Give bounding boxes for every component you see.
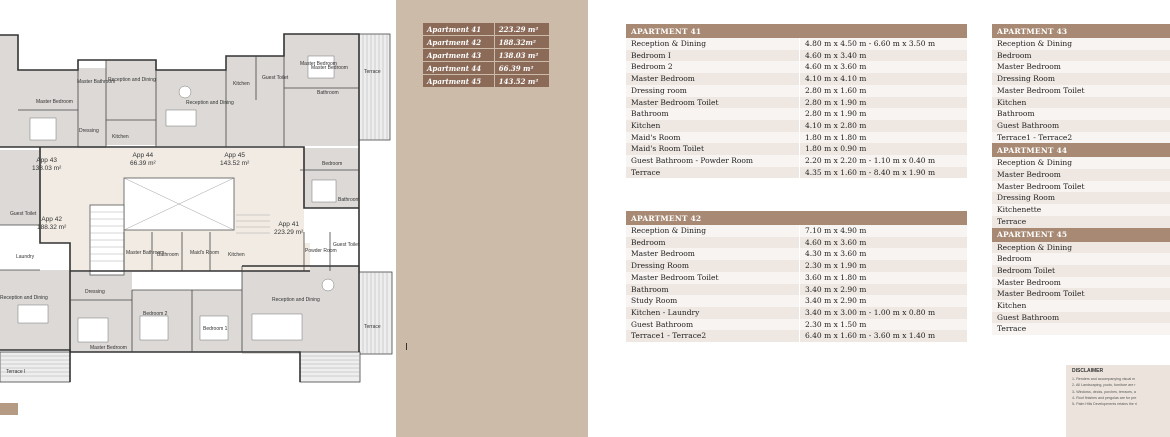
app-area: 223.29 m² [274,228,304,236]
room-name: Dressing Room [626,260,800,272]
room-size: 6.40 m x 1.60 m - 3.60 m x 1.40 m [800,330,968,342]
room-name: Guest Bathroom - Powder Room [626,155,800,167]
room-size: 3.60 m x 1.80 m [800,272,968,284]
room-name: Kitchenette [992,204,1170,216]
table-row [992,50,1170,62]
table-row [626,120,967,132]
room-size: 4.60 m x 3.60 m [800,61,968,73]
table-row [626,272,967,284]
summary-name: Apartment 43 [423,49,494,62]
disclaimer-line: 4- Roof finishes and pergolas are for pre [1072,395,1137,400]
room-label: Terrace I [6,369,26,375]
room-name: Bedroom Toilet [992,265,1170,277]
floor-plan [0,0,395,437]
summary-area: 143.52 m² [494,75,549,88]
room-size: 2.80 m x 1.90 m [800,108,968,120]
room-name: Dressing Room [992,192,1170,204]
room-label: Bathroom [317,90,339,96]
table-row [992,73,1170,85]
room-name: Master Bedroom Toilet [626,97,800,109]
room-size: 1.80 m x 1.80 m [800,132,968,144]
room-label: Bathroom [338,197,360,203]
room-label: Dressing [79,128,99,134]
room-label: Guest Toilet [333,242,360,248]
room-name: Guest Bathroom [992,120,1170,132]
table-row [992,277,1170,289]
table-row [992,108,1170,120]
apartment-label [274,221,303,237]
app-name: App 41 [278,221,299,228]
table-row [992,216,1170,228]
room-name: Guest Bathroom [626,319,800,331]
app-area: 188.32 m² [37,223,67,231]
room-size: 4.60 m x 3.60 m [800,237,968,249]
table-row [992,253,1170,265]
table-row [626,225,967,237]
apartments-43-45-table [992,24,1170,335]
table-row [992,85,1170,97]
room-name: Terrace [626,167,800,179]
room-label: Master Bathroom [77,79,116,85]
room-label: Master Bedroom [311,65,348,71]
room-name: Terrace [992,216,1170,228]
room-label: Guest Toilet [10,211,37,217]
apartment-label [32,157,61,173]
room-size: 7.10 m x 4.90 m [800,225,968,237]
room-label: Master Bedroom [90,345,127,351]
room-name: Master Bedroom [992,61,1170,73]
table-row [626,132,967,144]
room-name: Guest Bathroom [992,312,1170,324]
room-size: 2.80 m x 1.90 m [800,97,968,109]
table-row [626,330,967,342]
room-size: 2.80 m x 1.60 m [800,85,968,97]
disclaimer-box [1066,365,1170,437]
table-row [626,85,967,97]
table-row [626,295,967,307]
room-name: Terrace1 - Terrace2 [626,330,800,342]
apartment-41-title: APARTMENT 41 [626,24,967,38]
room-size: 4.60 m x 3.40 m [800,50,968,62]
room-label: Reception and Dining [186,100,234,106]
table-row [992,157,1170,169]
table-row [992,300,1170,312]
room-name: Bedroom [626,237,800,249]
room-label: Reception and Dining [272,297,320,303]
table-row [626,307,967,319]
room-size: 3.40 m x 3.00 m - 1.00 m x 0.80 m [800,307,968,319]
table-row [992,169,1170,181]
room-size: 4.10 m x 4.10 m [800,73,968,85]
room-name: Kitchen [626,120,800,132]
room-label: Master Bedroom [36,99,73,105]
room-label: Bedroom [322,161,343,167]
apartment-44-title: APARTMENT 44 [992,143,1170,157]
room-label: Laundry [16,254,35,260]
table-row [992,204,1170,216]
room-name: Reception & Dining [992,242,1170,254]
room-name: Dressing room [626,85,800,97]
room-name: Bedroom [992,50,1170,62]
apartment-label [220,152,249,168]
room-label: Reception and Dining [108,77,156,83]
room-name: Study Room [626,295,800,307]
room-name: Kitchen [992,300,1170,312]
apartment-41-table [626,24,967,178]
table-row [626,237,967,249]
room-size: 1.80 m x 0.90 m [800,143,968,155]
area-summary-table [423,23,549,88]
disclaimer-line: 3- Windows, decks, porches, terraces, a [1072,389,1136,394]
summary-row [423,49,549,62]
disclaimer-line: 2- All Landscaping, pools, furniture are r [1072,383,1136,388]
summary-name: Apartment 44 [423,62,494,75]
room-name: Dressing Room [992,73,1170,85]
summary-row [423,23,549,36]
room-label: Maid's Room [190,250,220,256]
room-label: Bedroom 1 [203,326,228,332]
table-row [992,38,1170,50]
room-name: Bathroom [626,284,800,296]
apartment-42-table [626,211,967,342]
summary-area: 223.29 m² [494,23,549,36]
table-row [992,97,1170,109]
table-row [626,61,967,73]
room-name: Bedroom 2 [626,61,800,73]
app-name: App 44 [132,152,154,159]
apartment-43-title: APARTMENT 43 [992,24,1170,38]
room-label: Master Bedroom [300,61,337,67]
room-size: 4.35 m x 1.60 m - 8.40 m x 1.90 m [800,167,968,179]
room-name: Reception & Dining [626,38,800,50]
summary-row [423,75,549,88]
room-name: Reception & Dining [626,225,800,237]
room-name: Master Bedroom [626,73,800,85]
room-name: Master Bedroom [626,248,800,260]
table-row [992,242,1170,254]
summary-row [423,62,549,75]
room-label: Master Bathroom [126,250,165,256]
app-area: 66.39 m² [130,159,156,167]
room-name: Terrace [992,323,1170,335]
summary-name: Apartment 45 [423,75,494,88]
room-name: Kitchen [992,97,1170,109]
table-row [626,97,967,109]
app-name: App 42 [41,216,62,223]
summary-area: 66.39 m² [494,62,549,75]
room-size: 4.80 m x 4.50 m - 6.60 m x 3.50 m [800,38,968,50]
room-name: Kitchen - Laundry [626,307,800,319]
room-name: Master Bedroom [992,277,1170,289]
apartment-label [130,152,156,168]
app-name: App 43 [36,157,57,164]
table-row [992,181,1170,193]
room-size: 3.40 m x 2.90 m [800,284,968,296]
table-row [992,132,1170,144]
room-size: 2.30 m x 1.50 m [800,319,968,331]
table-row [626,284,967,296]
room-label: Bedroom 2 [143,311,168,317]
room-label: Powder Room [305,248,337,254]
table-row [626,248,967,260]
room-size: 2.30 m x 1.90 m [800,260,968,272]
room-size: 4.10 m x 2.80 m [800,120,968,132]
room-label: Kitchen [228,252,245,258]
table-row [992,312,1170,324]
room-size: 3.40 m x 2.90 m [800,295,968,307]
room-name: Maid's Room Toilet [626,143,800,155]
table-row [626,155,967,167]
summary-name: Apartment 42 [423,36,494,49]
room-label: Terrace [364,324,381,330]
room-name: Maid's Room [626,132,800,144]
table-row [626,260,967,272]
table-row [992,323,1170,335]
table-row [626,38,967,50]
app-name: App 45 [224,152,245,159]
table-row [992,192,1170,204]
room-label: Kitchen [233,81,250,87]
apartment-label [37,216,66,232]
table-row [626,319,967,331]
table-row [992,120,1170,132]
apartment-45-title: APARTMENT 45 [992,228,1170,242]
summary-area: 138.03 m² [494,49,549,62]
disclaimer-title: DISCLAIMER [1072,368,1104,374]
room-name: Master Bedroom Toilet [626,272,800,284]
table-row [992,265,1170,277]
room-size: 2.20 m x 2.20 m - 1.10 m x 0.40 m [800,155,968,167]
summary-row [423,36,549,49]
app-area: 143.52 m² [220,159,250,167]
room-name: Master Bedroom Toilet [992,181,1170,193]
disclaimer-line: 1- Renders and accompanying visual m [1072,377,1136,381]
summary-band [396,0,588,437]
table-row [626,108,967,120]
room-label: Bathroom [157,252,179,258]
summary-name: Apartment 41 [423,23,494,36]
page-tick [406,343,407,350]
room-label: Terrace [364,69,381,75]
table-row [626,50,967,62]
table-row [992,288,1170,300]
room-name: Reception & Dining [992,157,1170,169]
apartment-42-title: APARTMENT 42 [626,211,967,225]
room-name: Reception & Dining [992,38,1170,50]
room-name: Master Bedroom [992,169,1170,181]
room-label: Kitchen [112,134,129,140]
room-label: Dressing [85,289,105,295]
app-area: 138.03 m² [32,164,62,172]
table-row [626,167,967,179]
room-label: Guest Toilet [262,75,289,81]
table-row [992,61,1170,73]
room-name: Master Bedroom Toilet [992,288,1170,300]
room-size: 4.30 m x 3.60 m [800,248,968,260]
room-name: Bathroom [992,108,1170,120]
disclaimer-line: 5- Palm Hills Developments retains the ri [1072,402,1137,407]
room-name: Bathroom [626,108,800,120]
room-label: Reception and Dining [0,295,48,301]
room-name: Terrace1 - Terrace2 [992,132,1170,144]
room-name: Master Bedroom Toilet [992,85,1170,97]
table-row [626,73,967,85]
room-name: Bedroom [992,253,1170,265]
room-name: Bedroom I [626,50,800,62]
table-row [626,143,967,155]
summary-area: 188.32m² [494,36,549,49]
